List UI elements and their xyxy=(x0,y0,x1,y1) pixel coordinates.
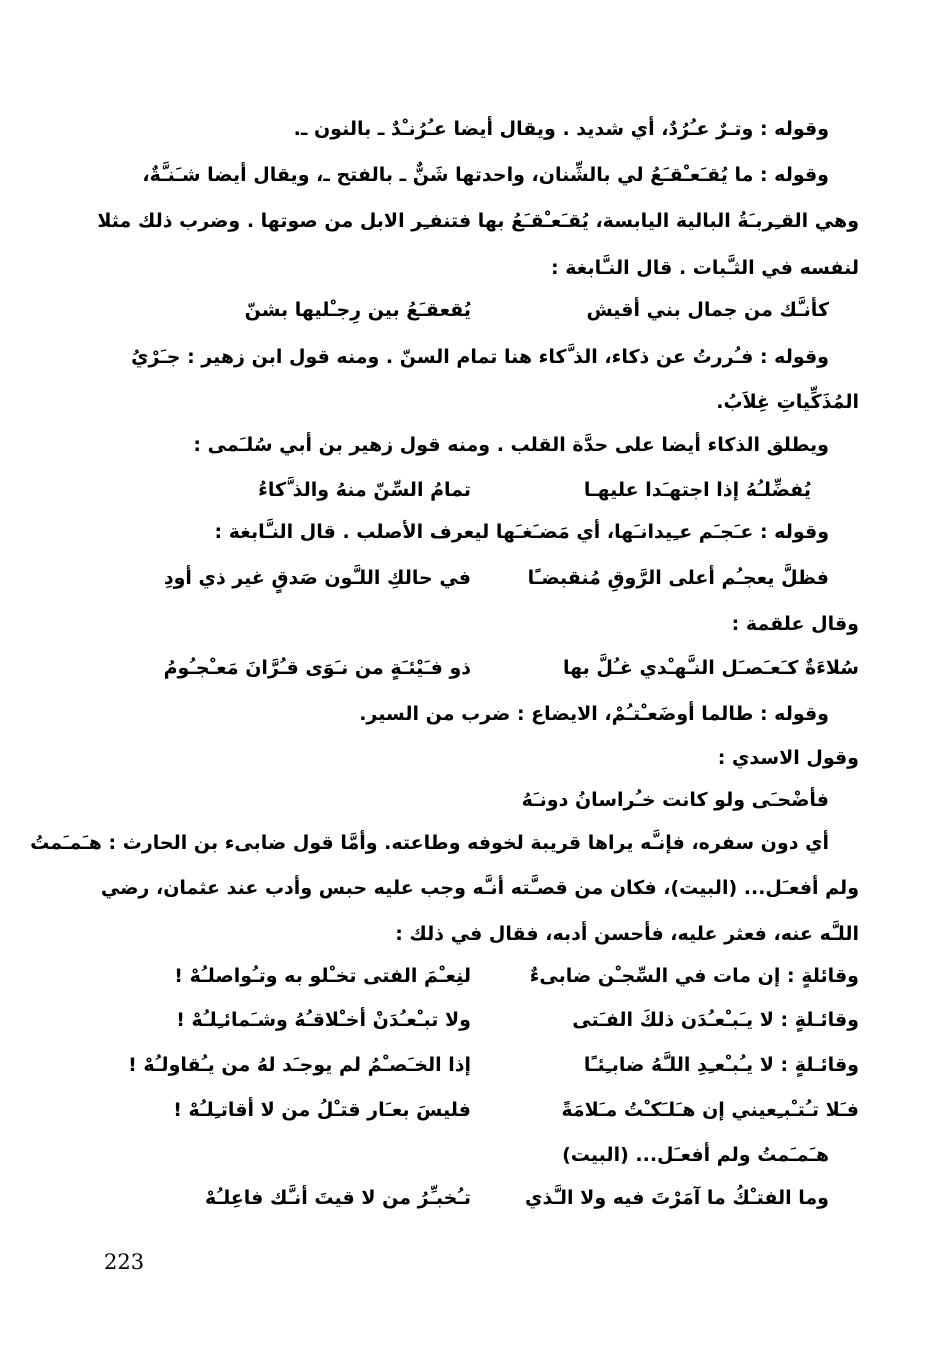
verse-hemistich-left: ولا تبـْعـُدَنْ أخـْلاقـُهُ وشـَمائـِلـُهْ ! xyxy=(176,1009,471,1031)
verse-hemistich-right: وقائلةٍ : إن مات في السِّجـْن ضابىءٌ xyxy=(529,965,859,987)
verse-hemistich-right: يُفضِّلـُهُ إذا اجتهـَدا عليهـا xyxy=(583,479,811,501)
text-line: هـَمـَمتُ ولم أفعـَل... (البيت) xyxy=(562,1144,829,1166)
text-line: وقوله : طالما أوضَعـْتـُمْ، الايضاع : ضرب من السير. xyxy=(359,703,829,725)
verse-hemistich-left: يُقعقـَعُ بين رِجـْليها بشنّ xyxy=(244,299,471,321)
verse-hemistich-left: تـُخبـِّرُ من لا قيتَ أنـَّك فاعِلـُهْ xyxy=(205,1187,471,1209)
verse-hemistich-left: ذو فـَيْئـَةٍ من نـَوَى قـُرَّانَ مَعـْجـُومُ xyxy=(163,657,471,679)
verse-hemistich-left: لنِعـْمَ الفتى تخـْلو به وتـُواصلـُهْ ! xyxy=(174,965,471,987)
text-line: ولم أفعـَل... (البيت)، فكان من قصـَّته أنـَّه وجب عليه حبس وأدب عند عثمان، رضي xyxy=(100,877,859,899)
text-line: اللـَّه عنه، فعثر عليه، فأحسن أدبه، فقال في ذلك : xyxy=(395,923,859,945)
text-line: ويطلق الذكاء أيضا على حدَّة القلب . ومنه قول زهير بن أبي سُلـَمى : xyxy=(193,434,829,456)
text-line: أي دون سفره، فإنـَّه يراها قريبة لخوفه وطاعته. وأمَّا قول ضابىء بن الحارث : هـَمـَمتُ xyxy=(30,832,829,854)
text-line: وهي القـِربـَةُ البالية اليابسة، يُقـَعـْقـَعُ بها فتنفـِر الابل من صوتها . وضرب ذلك مثلا xyxy=(97,210,859,232)
text-line: المُذَكِّياتِ غِلاَبُ. xyxy=(716,391,859,413)
text-line: وقول الاسدي : xyxy=(717,747,859,769)
text-line: وقوله : عـَجـَم عـِيدانـَها، أي مَضـَغـَها ليعرف الأصلب . قال النـَّابغة : xyxy=(214,521,829,543)
text-line: وقال علقمة : xyxy=(731,613,859,635)
verse-hemistich-right: وقائـلةٍ : لا يـُبـْعـِدِ اللـَّهُ ضابـِئـًا xyxy=(583,1054,859,1076)
verse-hemistich-right: فـَلا تـُتـْبـِعيني إن هـَلـَكـْتُ مـَلامَةً xyxy=(561,1099,859,1121)
verse-hemistich-right: سُلاءَةٌ كـَعـَصـَل النـَّهـْدي غـُلَّ بها xyxy=(562,657,859,679)
text-line: وقوله : فـُررتُ عن ذكاء، الذ َّكاء هنا تمام السنّ . ومنه قول ابن زهير : جـَرْيُ xyxy=(131,346,829,368)
verse-hemistich-left: إذا الخـَصـْمُ لم يوجـَد لهُ من يـُقاولـُهْ ! xyxy=(128,1054,471,1076)
page-number: 223 xyxy=(104,1250,145,1274)
text-line: لنفسه في الثـَّبات . قال النـَّابغة : xyxy=(551,257,859,279)
verse-hemistich-left: تمامُ السِّنّ منهُ والذ َّكاءُ xyxy=(258,479,471,501)
verse-hemistich-right: فظلَّ يعجـُم أعلى الرَّوقِ مُنقبضـًا xyxy=(527,567,829,589)
verse-hemistich-left: في حالكِ اللـَّون صَدقٍ غير ذي أودِ xyxy=(163,567,471,589)
text-line: فأضْحـَى ولو كانت خـُراسانُ دونـَهُ xyxy=(521,789,829,811)
text-line: وقوله : وتـرٌ عـُرُدٌ، أي شديد . ويقال أيضا عـُرُنـْدٌ ـ بالنون ـ. xyxy=(293,118,829,140)
verse-hemistich-left: فليسَ بعـَار قتـْلُ من لا أقاتـِلـُهْ ! xyxy=(173,1099,471,1121)
verse-hemistich-right: كأنـَّك من جمال بني أقيش xyxy=(586,299,829,321)
verse-hemistich-right: وما الفتـْكُ ما آمَرْتَ فيه ولا الـَّذي xyxy=(525,1187,829,1209)
verse-hemistich-right: وقائـلةٍ : لا يـَبـْعـُدَن ذلكَ الفـَتى xyxy=(572,1009,859,1031)
text-line: وقوله : ما يُقـَعـْقـَعُ لي بالشِّنان، واحدتها شَنٌّ ـ بالفتح ـ، ويقال أيضا شـَنـَّةٌ، xyxy=(142,164,829,186)
